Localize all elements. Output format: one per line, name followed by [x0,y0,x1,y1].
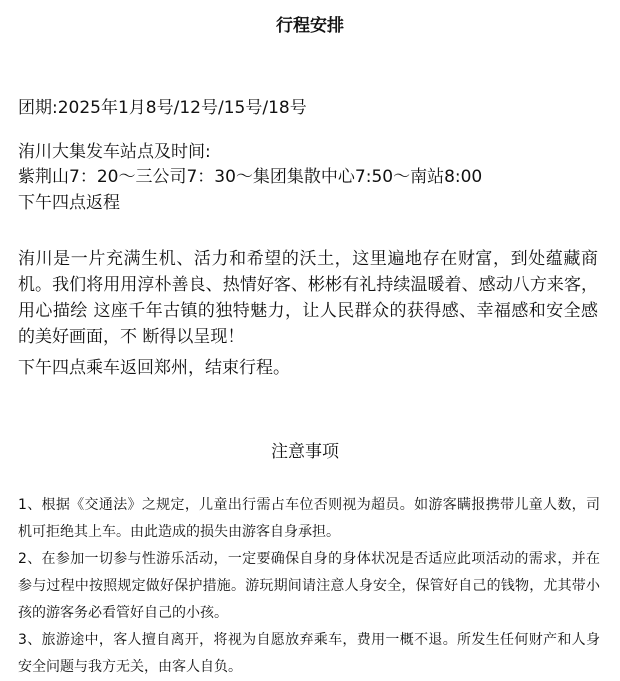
closing-line: 下午四点乘车返回郑州，结束行程。 [18,358,290,378]
notice-item: 2、在参加一切参与性游乐活动，一定要确保自身的身体状况是否适应此项活动的需求，并在参与过程中按照规定做好保护措施。游玩期间请注意人身安全，保管好自己的钱物，尤其带小孩的游客务必看管好自己的小孩。 [18,551,600,621]
notice-item: 1、根据《交通法》之规定，儿童出行需占车位否则视为超员。如游客瞒报携带儿童人数，司机可拒绝其上车。由此造成的损失由游客自身承担。 [18,497,600,540]
page-title: 行程安排 [276,16,344,36]
return-time: 下午四点返程 [18,193,120,213]
group-dates: 团期:2025年1月8号/12号/15号/18号 [18,98,307,118]
notice-item: 3、旅游途中，客人擅自离开，将视为自愿放弃乘车，费用一概不退。所发生任何财产和人身安全问题与我方无关，由客人自负。 [18,632,600,675]
departure-heading: 洧川大集发车站点及时间: [18,142,211,162]
departure-stops: 紫荆山7：20～三公司7：30～集团集散中心7:50～南站8:00 [18,167,483,187]
notice-heading: 注意事项 [271,442,339,462]
notice-list [18,492,600,681]
intro-paragraph: 洧川是一片充满生机、活力和希望的沃土，这里遍地存在财富，到处蕴藏商机。我们将用用淳朴善良、热情好客、彬彬有礼持续温暖着、感动八方来客，用心描绘 这座千年古镇的独特魅力，让人民群众的获得感、幸福感和安全感的美好画面，不 断得以呈现！ [18,249,598,347]
